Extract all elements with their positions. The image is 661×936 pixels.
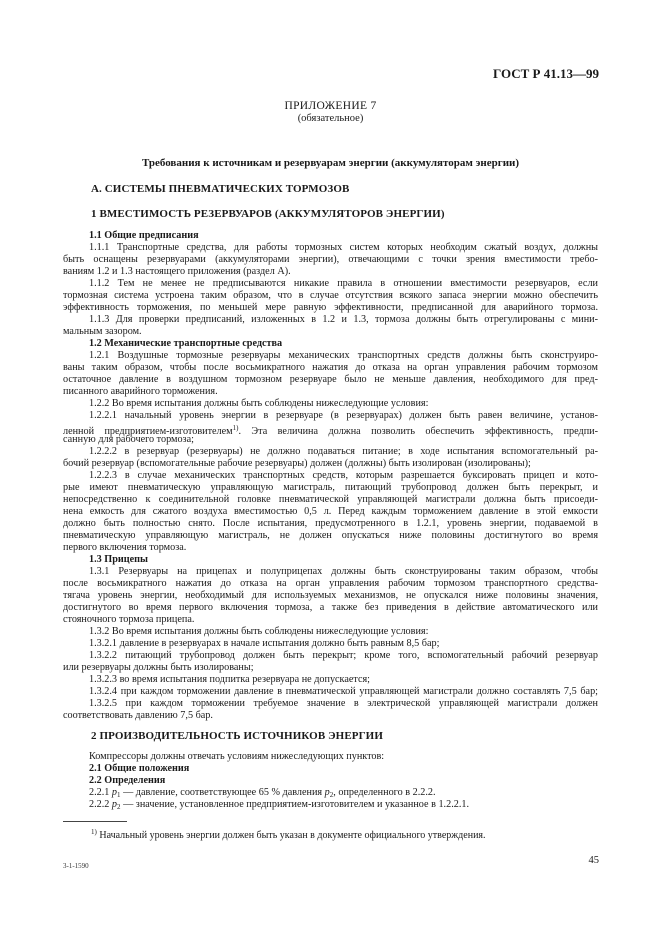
section-1-title: 1 ВМЕСТИМОСТЬ РЕЗЕРВУАРОВ (АККУМУЛЯТОРОВ ЭНЕРГИИ)	[91, 208, 445, 220]
paragraph-line: стояночного тормоза прицепа.	[63, 614, 195, 625]
paragraph-line: 1.3.2.5 при каждом торможении требуемое значение в электрической управляющей магистрали должен	[89, 698, 598, 709]
paragraph-line: рые имеют пневматическую управляющую магистраль, питающий трубопровод должен быть перекрыт, и	[63, 482, 598, 493]
paragraph-line: соответствовать давлению 7,5 бар.	[63, 710, 213, 721]
paragraph-line: писанного аварийного торможения.	[63, 386, 218, 397]
heading-1-1: 1.1 Общие предписания	[89, 230, 199, 241]
footnote	[91, 826, 486, 842]
paragraph-line: 1.2.2.1 начальный уровень энергии в резервуаре (в резервуарах) должен быть равен величине, установ-	[89, 410, 598, 421]
appendix-subtitle: (обязательное)	[297, 113, 364, 124]
paragraph-line: пневматическую управляющую магистраль, не должен опускаться ниже половины достигнутого во время	[63, 530, 598, 541]
paragraph-line: ваны таким образом, чтобы после восьмикратного нажатия до отказа на орган управления рабочим тормозом	[63, 362, 598, 373]
paragraph-line: 1.3.1 Резервуары на прицепах и полуприцепах должны быть сконструированы таким образом, чтобы	[89, 566, 598, 577]
paragraph-line: достигнутого во время первого включения тормоза, а также без приведения в действие автоматического или	[63, 602, 598, 613]
paragraph-line: 1.3.2.2 питающий трубопровод должен быть перекрыт; кроме того, вспомогательный рабочий резервуар	[89, 650, 598, 661]
footnote-text: Начальный уровень энергии должен быть указан в документе официального утверждения.	[99, 830, 486, 841]
paragraph-line: тягача уровень энергии, необходимый для используемых механизмов, не опускался ниже половины значения,	[63, 590, 598, 601]
paragraph-line-with-footnote: ленной предприятием-изготовителем$^{1)}$. Эта величина должна позволить обеспечить эффективность, предпи-	[63, 424, 598, 437]
paragraph-line: 1.3.2.3 во время испытания подпитка резервуара не допускается;	[89, 674, 371, 685]
paragraph-line: остаточное давление в воздушном тормозном резервуаре было не меньше давления, необходимого для пред-	[63, 374, 598, 385]
footnote-reference: 1)	[232, 424, 239, 432]
heading-1-3: 1.3 Прицепы	[89, 554, 148, 565]
paragraph-line: после восьмикратного нажатия до отказа на орган управления рабочим тормозом транспортного средства-	[63, 578, 598, 589]
print-code: 3-1-1590	[63, 862, 89, 870]
paragraph-line: или резервуары должны быть изолированы;	[63, 662, 254, 673]
paragraph-line: 1.2.2.3 в случае механических транспортных средств, которым разрешается буксировать прицеп и кото-	[89, 470, 598, 481]
paragraph-line: Компрессоры должны отвечать условиям нижеследующих пунктов:	[89, 751, 385, 762]
paragraph-line: 1.1.1 Транспортные средства, для работы тормозных систем которых необходим сжатый воздух, должны	[89, 242, 598, 253]
paragraph-line: эффективность торможения, по меньшей мере равную эффективности, предписанной для аварийного тормоза.	[63, 302, 598, 313]
paragraph-line: бочий резервуар (вспомогательные рабочие резервуары) должен (должны) быть изолирован (изолированы);	[63, 458, 531, 469]
footnote-mark: 1)	[91, 828, 97, 836]
page-number: 45	[588, 855, 599, 866]
definition-2-2-1: 2.2.1 $p_1$ — давление, соответствующее 65 % давления $p_2$, определенного в 2.2.2.	[89, 787, 436, 799]
paragraph-line: санную для рабочего тормоза;	[63, 434, 194, 445]
definition-2-2-2: 2.2.2 $p_2$ — значение, установленное предприятием-изготовителем и указанное в 1.2.2.1.	[89, 799, 470, 811]
main-title: Требования к источникам и резервуарам энергии (аккумуляторам энергии)	[141, 157, 520, 169]
heading-1-2: 1.2 Механические транспортные средства	[89, 338, 283, 349]
heading-2-2: 2.2 Определения	[89, 775, 166, 786]
paragraph-line: 1.3.2.4 при каждом торможении давление в пневматической управляющей магистрали должно составлять 7,5 бар;	[89, 686, 598, 697]
document-standard-number: ГОСТ Р 41.13—99	[493, 66, 599, 81]
paragraph-line: нена емкость для сжатого воздуха вместимостью 0,5 л. Перед каждым торможением давление в этой емкости	[63, 506, 598, 517]
paragraph-line: 1.3.2 Во время испытания должны быть соблюдены нижеследующие условия:	[89, 626, 429, 637]
heading-2-1: 2.1 Общие положения	[89, 763, 190, 774]
paragraph-line: 1.1.2 Тем не менее не предписываются никакие правила в отношении вместимости резервуаров, если	[89, 278, 598, 289]
paragraph-line: 1.2.1 Воздушные тормозные резервуары механических транспортных средств должны быть сконструиро-	[89, 350, 598, 361]
footnote-separator	[63, 821, 127, 822]
paragraph-line: непосредственно к соединительной головке пневматической управляющей магистрали должна быть присоеди-	[63, 494, 598, 505]
paragraph-line: 1.3.2.1 давление в резервуарах в начале испытания должно быть равным 8,5 бар;	[89, 638, 440, 649]
paragraph-line: быть оснащены резервуарами (аккумуляторами энергии), отвечающими с точки зрения вместимости требо-	[63, 254, 598, 265]
appendix-title: ПРИЛОЖЕНИЕ 7	[284, 100, 377, 112]
section-2-title: 2 ПРОИЗВОДИТЕЛЬНОСТЬ ИСТОЧНИКОВ ЭНЕРГИИ	[91, 730, 383, 742]
paragraph-line: первого включения тормоза.	[63, 542, 187, 553]
paragraph-line: тормозная система устроена таким образом, что в случае отсутствия всякого запаса энергии можно обеспечить	[63, 290, 598, 301]
paragraph-line: мальным зазором.	[63, 326, 142, 337]
paragraph-line: 1.2.2 Во время испытания должны быть соблюдены нижеследующие условия:	[89, 398, 429, 409]
section-a-title: А. СИСТЕМЫ ПНЕВМАТИЧЕСКИХ ТОРМОЗОВ	[91, 183, 350, 195]
paragraph-line: 1.1.3 Для проверки предписаний, изложенных в 1.2 и 1.3, тормоза должны быть отрегулированы с мини-	[89, 314, 598, 325]
paragraph-line: должно быть полностью снято. После испытания, предусмотренного в 1.2.1, уровень энергии, подаваемой в	[63, 518, 598, 529]
paragraph-line: ваниям 1.2 и 1.3 настоящего приложения (раздел А).	[63, 266, 291, 277]
paragraph-line: 1.2.2.2 в резервуар (резервуары) не должно подаваться питание; в ходе испытания вспомогательный ра-	[89, 446, 598, 457]
